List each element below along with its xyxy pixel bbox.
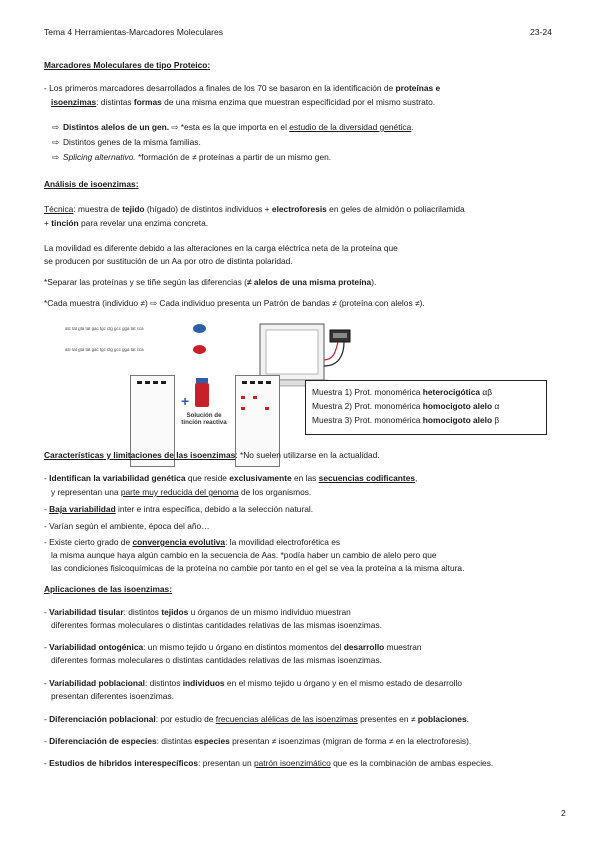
s3-item-1-line1: - Identifican la variabilidad genética que reside exclusivamente en las secuencias codificantes,: [44, 473, 418, 483]
s4-item-3-line1: - Variabilidad poblacional: distintos individuos en el mismo tejido u órgano y en el mismo estado de desarrollo: [44, 678, 463, 688]
protein-red-icon: [193, 345, 206, 354]
band-red: [265, 407, 269, 410]
section-4-title: Aplicaciones de las isoenzimas: [44, 584, 170, 594]
section-4-heading: Aplicaciones de las isoenzimas:: [44, 584, 173, 594]
band-red: [241, 396, 245, 399]
s1-paragraph-line2: isoenzimas: distintas formas de una misma enzima que muestran especificidad por el mismo sustrato.: [51, 97, 436, 107]
section-3-heading: Características y limitaciones de las isoenzimas: *No suelen utilizarse en la actualidad.: [44, 450, 380, 460]
s1-bullet-3: ⇨ Splicing alternativo. *formación de ≠ proteínas a partir de un mismo gen.: [52, 152, 332, 162]
s3-item-3: - Varían según el ambiente, época del año…: [44, 521, 210, 531]
s4-item-6: - Estudios de híbridos interespecíficos: presentan un patrón isoenzimático que es la combinación de ambas especies.: [44, 758, 494, 768]
legend-sample-1: Muestra 1) Prot. monomérica heterocigótica αβ: [312, 387, 493, 397]
s2-technique-line2: + tinción para revelar una enzima concreta.: [44, 218, 209, 228]
stain-bottle-icon: [194, 378, 210, 408]
arrow-icon: ⇨: [52, 152, 60, 162]
legend-sample-2: Muestra 2) Prot. monomérica homocigoto alelo α: [312, 401, 500, 411]
s4-item-2-line1: - Variabilidad ontogénica: un mismo tejido u órgano en distintos momentos del desarrollo muestran: [44, 642, 422, 652]
s1-paragraph-line1: - Los primeros marcadores desarrollados a finales de los 70 se basaron en la identificación de proteínas e: [44, 83, 441, 93]
s2-mobility-line2: se producen por sustitución de un Aa por otro de distinta polaridad.: [44, 256, 293, 266]
header-title: Tema 4 Herramientas-Marcadores Moleculares: [44, 27, 224, 37]
section-3-title: Características y limitaciones de las isoenzimas: [44, 450, 236, 460]
s3-item-1-line2: y representan una parte muy reducida del genoma de los organismos.: [51, 487, 312, 497]
arrow-icon: ⇨: [52, 137, 60, 147]
band-red: [253, 396, 257, 399]
s4-item-5: - Diferenciación de especies: distintas especies presentan ≠ isoenzimas (migran de forma ≠ en la electroforesis).: [44, 736, 472, 746]
s3-item-2: - Baja variabilidad inter e intra específica, debido a la selección natural.: [44, 504, 314, 514]
s1-bullet-2: ⇨ Distintos genes de la misma familias.: [52, 137, 201, 147]
legend-sample-3: Muestra 3) Prot. monomérica homocigoto alelo β: [312, 415, 500, 425]
s4-item-4: - Diferenciación poblacional: por estudio de frecuencias alélicas de las isoenzimas presentes en ≠ poblaciones.: [44, 714, 469, 724]
section-2-heading: Análisis de isoenzimas:: [44, 179, 139, 189]
s2-mobility-line1: La movilidad es diferente debido a las alteraciones en la carga eléctrica neta de la proteína que: [44, 243, 398, 253]
s2-technique-line1: Técnica: muestra de tejido (hígado) de distintos individuos + electroforesis en geles de almidón o poliacrilamida: [44, 204, 465, 214]
s4-item-3-line2: presentan diferentes isoenzimas.: [51, 691, 174, 701]
s2-note-2: *Cada muestra (individuo ≠) ⇨ Cada individuo presenta un Patrón de bandas ≠ (proteína con alelos ≠).: [44, 298, 425, 308]
dna-sequence-2: atc tat gta tat gac tgc ctg gcc gga tat cca: [65, 347, 144, 352]
section-1-heading: Marcadores Moleculares de tipo Proteico:: [44, 60, 211, 70]
arrow-icon: ⇨: [52, 122, 60, 132]
band-red: [241, 407, 245, 410]
stain-label: Solución de tinción reactiva: [181, 412, 227, 427]
page-number: 2: [561, 808, 566, 818]
header-year: 23-24: [530, 27, 552, 37]
gel-wells: [137, 381, 167, 384]
s1-bullet-1: ⇨ Distintos alelos de un gen. ⇨ *esta es la que importa en el estudio de la diversidad genética.: [52, 122, 414, 132]
s4-item-2-line2: diferentes formas moleculares o distintas cantidades relativas de las mismas isoenzimas.: [51, 655, 382, 665]
s4-item-1-line1: - Variabilidad tisular: distintos tejidos u órganos de un mismo individuo muestran: [44, 607, 351, 617]
s4-item-1-line2: diferentes formas moleculares o distintas cantidades relativas de las mismas isoenzimas.: [51, 620, 382, 630]
s3-item-4-line2: la misma aunque haya algún cambio en la secuencia de Aas. *podía haber un cambio de alelo pero que: [51, 550, 437, 560]
sample-legend: [305, 380, 547, 435]
dna-sequence-1: atc tat gta tat gac tgc ctg gcc gga tat cca: [65, 326, 144, 331]
s3-item-4-line3: las condiciones fisicoquímicas de la proteína no cambie por tanto en el gel se vea la proteína a la misma altura.: [51, 563, 465, 573]
s3-item-4-line1: - Existe cierto grado de convergencia evolutiva: la movilidad electroforética es: [44, 537, 341, 547]
section-2-title: Análisis de isoenzimas: [44, 179, 136, 189]
s2-note-1: *Separar las proteínas y se tiñe según las diferencias (≠ alelos de una misma proteína).: [44, 277, 377, 287]
section-1-title: Marcadores Moleculares de tipo Proteico: [44, 60, 208, 70]
plus-sign: +: [181, 393, 190, 409]
gel-wells: [242, 381, 272, 384]
protein-blue-icon: [193, 324, 206, 333]
